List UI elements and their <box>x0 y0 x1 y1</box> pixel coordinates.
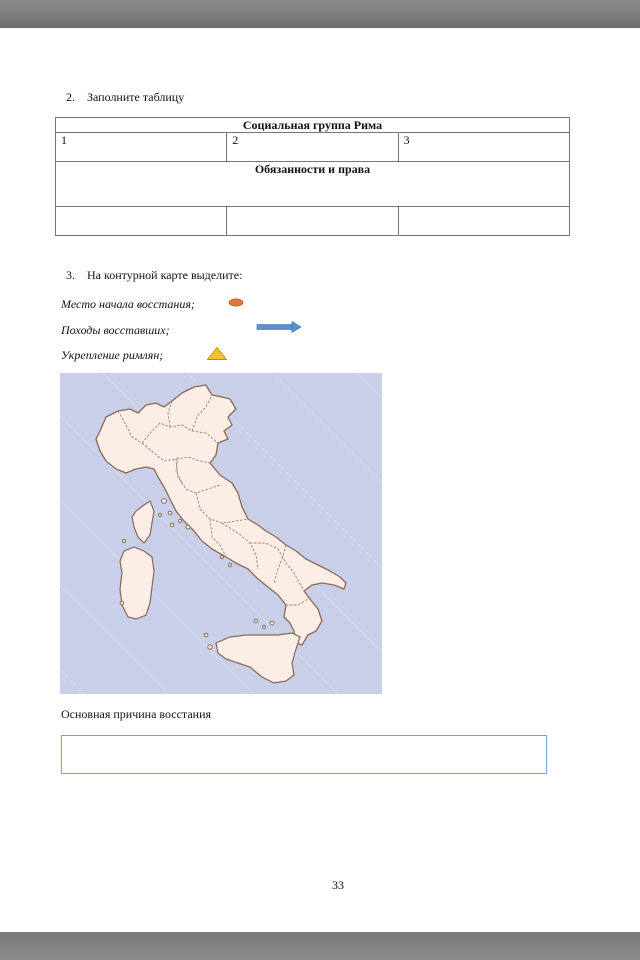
task-3-number: 3. <box>66 268 75 282</box>
legend-roman-fortification: Укрепление римлян; <box>61 348 164 362</box>
task-3-title <box>66 268 242 283</box>
task-2-number: 2. <box>66 90 75 104</box>
viewer-bottom-bar <box>0 932 640 960</box>
page-number: 33 <box>332 878 344 892</box>
legend-rebel-campaigns: Походы восставших; <box>61 323 170 337</box>
duties-cell-1[interactable] <box>56 207 227 236</box>
social-groups-table <box>55 117 570 236</box>
task-2-text: Заполните таблицу <box>87 90 185 104</box>
column-1-cell[interactable]: 1 <box>56 133 227 162</box>
duties-cell-3[interactable] <box>398 207 569 236</box>
table-header: Социальная группа Рима <box>56 118 570 133</box>
task-3-text: На контурной карте выделите: <box>87 268 243 282</box>
viewer-top-bar <box>0 0 640 28</box>
orange-oval-icon <box>228 298 244 307</box>
column-2-cell[interactable]: 2 <box>227 133 398 162</box>
blue-arrow-icon <box>256 320 302 334</box>
duties-cell-2[interactable] <box>227 207 398 236</box>
main-reason-answer-box[interactable] <box>61 735 547 774</box>
yellow-triangle-icon <box>206 346 228 361</box>
main-reason-label: Основная причина восстания <box>61 707 212 721</box>
column-3-cell[interactable]: 3 <box>398 133 569 162</box>
task-2-title <box>66 90 184 105</box>
italy-contour-map[interactable] <box>60 373 382 694</box>
legend-uprising-start: Место начала восстания; <box>61 297 195 311</box>
duties-rights-header: Обязанности и права <box>56 162 570 207</box>
